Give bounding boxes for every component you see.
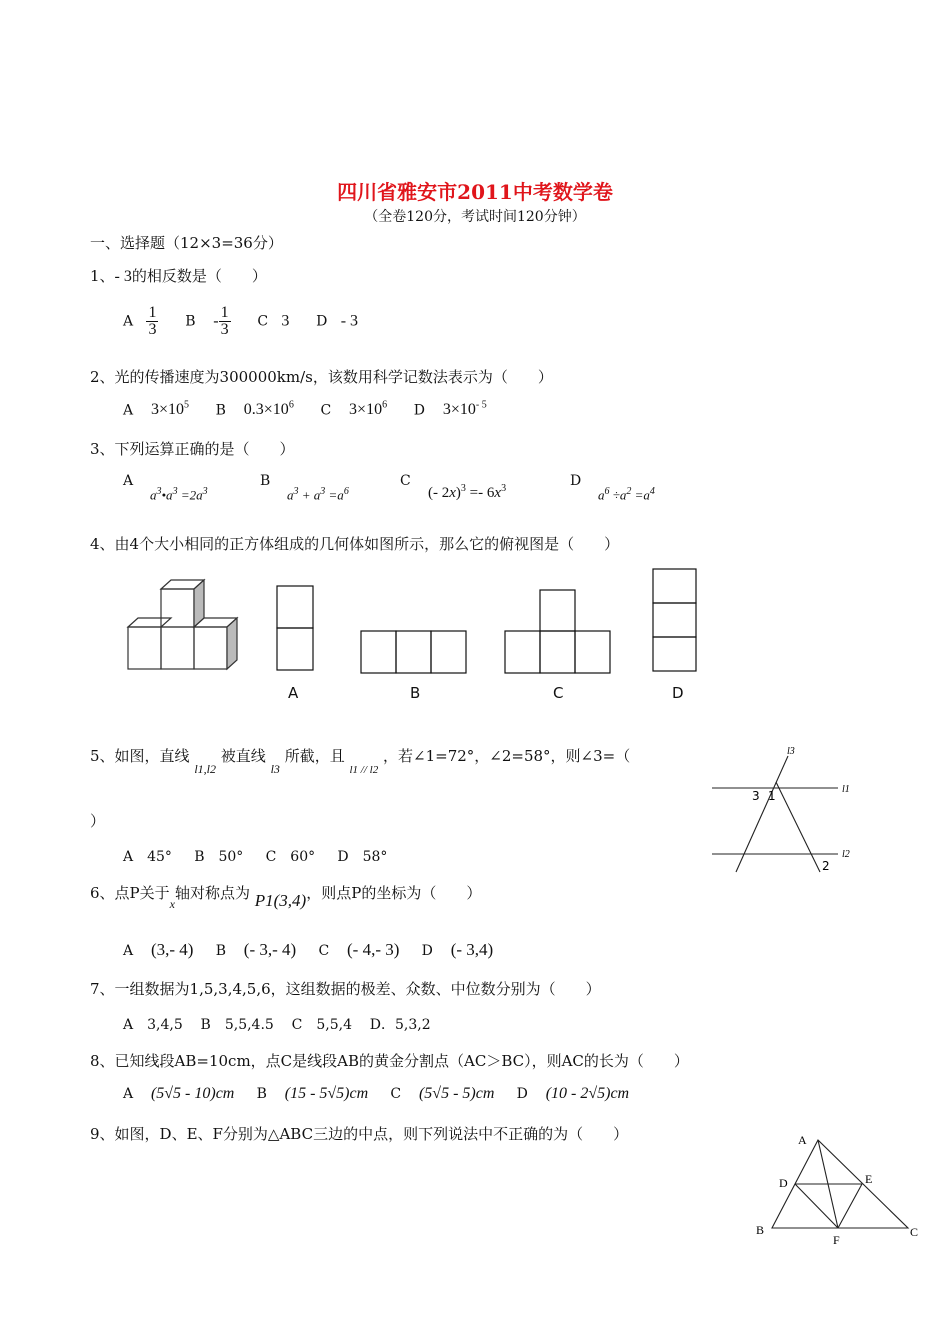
q5-option-d: D 58° [337,849,388,865]
page-subtitle: （全卷120分，考试时间120分钟） [364,209,586,225]
q2-a-exp: 5 [183,400,189,411]
cube-4-side [194,580,204,627]
q3-option-a: $a^3•a^3 =2a^3$ [150,486,208,503]
q6-option-a-letter: A [123,943,134,959]
label-angle-3: 3 [752,789,760,803]
q2-options [123,400,487,419]
q5-text-3: 所截，且 [284,747,345,765]
q8-option-a-letter: A [123,1086,134,1102]
q6-option-b: (- 3,- 4) [243,940,297,959]
q1-option-a-letter: A [123,313,134,330]
label-f: F [833,1233,840,1247]
q7-option-b: B 5,5,4.5 [200,1017,274,1033]
q7-option-a: A 3,4,5 [123,1017,183,1033]
q8-option-a: (5√5 - 10)cm [150,1085,235,1102]
q2-c-base: 3×10 [349,401,383,419]
q4-option-b-label: B [410,684,421,702]
q6-option-b-letter: B [215,943,226,959]
cube-4-front [161,589,194,627]
q8-option-c-letter: C [390,1086,402,1102]
q6-text-1: 6、点P关于 [90,884,170,902]
label-l2: l2 [842,849,850,860]
q3-option-b-letter: B [260,473,271,489]
q2-b-exp: 6 [288,400,294,411]
q8-option-d: (10 - 2√5)cm [545,1085,630,1102]
q2-option-a [151,401,189,418]
q2-option-b-letter: B [215,402,226,419]
q5-option-c: C 60° [265,849,316,865]
q1-option-c-value: 3 [281,312,290,330]
label-b: B [756,1223,765,1237]
q5-parallel: l1 // l2 [349,764,379,776]
cube-1-front [128,627,161,669]
q1-b-sign: - [213,312,219,330]
question-3: 3、下列运算正确的是（ ） [90,440,295,458]
q5-figure [708,742,858,877]
q1-a-den: 3 [148,321,157,338]
q2-option-d-letter: D [413,402,426,419]
label-l3: l3 [787,746,795,757]
q1-option-d-letter: D [316,313,328,330]
q5-options [123,846,387,866]
line-transversal [776,782,820,872]
segment-ef [838,1184,862,1228]
q2-a-base: 3×10 [150,401,184,419]
q6-option-c: (- 4,- 3) [347,940,400,959]
q1-option-b-fraction [219,305,231,338]
q6-text-2: 轴对称点为 [174,884,250,902]
q1-options [123,305,358,338]
q8-options [123,1085,629,1103]
label-d: D [779,1176,788,1190]
q4-option-c-figure [504,589,614,675]
q6-option-a: (3,- 4) [150,940,194,959]
segment-df [795,1184,838,1228]
label-angle-2: 2 [822,859,830,873]
q4-option-b-figure [360,630,470,675]
q2-b-base: 0.3×10 [243,401,289,419]
q1-b-num: 1 [220,304,229,321]
question-1 [90,265,267,286]
q3-option-d: $a^6 \div a^2 =a^4$ [598,486,655,503]
q2-option-c [349,401,387,418]
q4-option-d-figure [652,568,698,674]
q2-option-b [244,401,294,418]
label-l1: l1 [842,784,850,795]
q7-options [123,1014,431,1034]
q3-option-d-letter: D [570,473,582,489]
label-e: E [865,1172,873,1186]
q6-options [123,940,493,960]
q1-option-a-fraction [146,305,158,338]
q5-option-b: B 50° [194,849,244,865]
q1-option-b-letter: B [185,313,196,330]
q5-text-4: ，若∠1=72°，∠2=58°，则∠3=（ [383,747,631,765]
q7-option-d: D．5,3,2 [369,1017,431,1033]
label-angle-1: 1 [768,789,776,803]
q5-line-l3: l3 [270,762,280,776]
question-6 [90,882,482,911]
q5-text-2: 被直线 [220,747,266,765]
q2-option-a-letter: A [123,402,134,419]
cube-1-top [128,618,171,627]
q9-triangle-figure [752,1130,932,1250]
question-8: 8、已知线段AB=10cm，点C是线段AB的黄金分割点（AC＞BC），则AC的长为（ ） [90,1052,689,1070]
q4-option-c-label: C [553,684,564,702]
q1-suffix: 的相反数是（ ） [131,267,267,285]
q2-c-exp: 6 [382,400,388,411]
q7-option-c: C 5,5,4 [291,1017,352,1033]
cube-3-side [227,618,237,669]
q6-text-3: ，则点P的坐标为（ ） [306,884,482,902]
question-9: 9、如图，D、E、F分别为△ABC三边的中点，则下列说法中不正确的为（ ） [90,1125,629,1143]
question-7: 7、一组数据为1,5,3,4,5,6，这组数据的极差、众数、中位数分别为（ ） [90,980,601,998]
label-c: C [910,1225,919,1239]
q3-option-a-letter: A [123,473,134,489]
cube-2-front [161,627,194,669]
q8-option-b: (15 - 5√5)cm [284,1085,369,1102]
q6-option-d: (- 3,4) [450,940,494,959]
q1-a-num: 1 [148,304,157,321]
q5-text-1: 5、如图，直线 [90,747,190,765]
q8-option-b-letter: B [256,1086,267,1102]
q2-d-exp: - 5 [475,400,487,411]
q3-option-b: $a^3 + a^3 =a^6$ [287,486,349,503]
question-2: 2、光的传播速度为300000km/s，该数用科学记数法表示为（ ） [90,368,553,386]
q8-option-d-letter: D [516,1086,528,1102]
q1-expr: - 3 [114,268,132,285]
q3-option-c-letter: C [400,473,411,489]
question-5 [90,745,631,776]
q6-point: P1(3,4) [254,891,307,910]
q6-option-d-letter: D [421,943,433,959]
q2-d-base: 3×10 [442,401,476,419]
q5-lines-l1-l2: l1,l2 [194,762,216,776]
q1-option-c-letter: C [257,313,269,330]
q5-option-a: A 45° [123,849,172,865]
page-title: 四川省雅安市2011中考数学卷 [337,180,613,204]
q2-option-c-letter: C [320,402,332,419]
q4-option-a-figure [276,585,316,675]
q8-option-c: (5√5 - 5)cm [418,1085,495,1102]
q1-b-den: 3 [220,321,229,338]
question-4: 4、由4个大小相同的正方体组成的几何体如图所示，那么它的俯视图是（ ） [90,535,620,553]
section-heading: 一、选择题（12×3=36分） [90,234,283,252]
q1-prefix: 1、 [90,267,115,285]
q1-option-d-value: - 3 [340,312,359,330]
q4-option-d-label: D [672,684,684,702]
q2-option-d [443,401,487,418]
q5-close-paren: ） [90,812,106,830]
q3-option-c: (- $2x)^3 =- 6x^3$ [428,483,507,501]
label-a: A [798,1133,807,1147]
q4-cube-figure [120,575,250,675]
q6-axis: x [169,897,175,911]
q4-option-a-label: A [288,684,299,702]
q6-option-c-letter: C [318,943,330,959]
line-l3 [736,756,788,872]
cube-3-front [194,627,227,669]
